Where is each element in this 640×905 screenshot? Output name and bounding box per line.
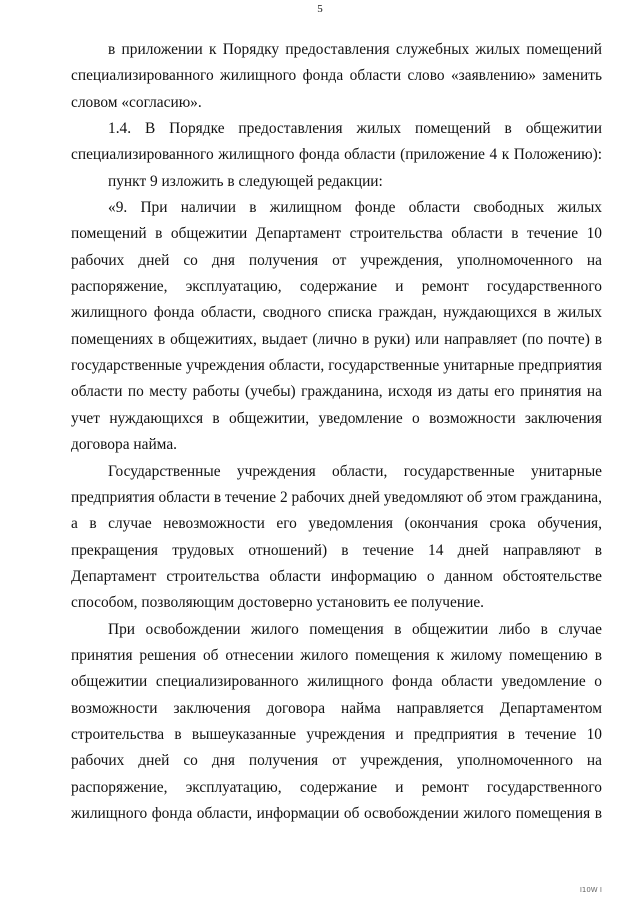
text-line: принятия решения об отнесении жилого помещения к жилому помещению в xyxy=(71,646,602,664)
text-line: прекращения трудовых отношений) в течение 14 дней направляют в xyxy=(71,541,602,559)
text-line: предприятия области в течение 2 рабочих дней уведомляют об этом гражданина, xyxy=(71,488,602,506)
text-line: Государственные учреждения области, государственные унитарные xyxy=(108,462,602,480)
text-line: рабочих дней со дня получения от учреждения, уполномоченного на xyxy=(71,752,602,770)
text-line: общежитии специализированного жилищного фонда области уведомление о xyxy=(71,673,602,691)
page-footer-mark: I10W I xyxy=(579,886,602,894)
text-line: рабочих дней со дня получения от учреждения, уполномоченного на xyxy=(71,251,602,269)
text-line: распоряжение, эксплуатацию, содержание и ремонт государственного xyxy=(71,778,602,796)
text-line: возможности заключения договора найма направляется Департаментом xyxy=(71,699,602,717)
body-text xyxy=(71,37,602,827)
text-line: жилищного фонда области, сводного списка граждан, нуждающихся в жилых xyxy=(71,304,602,322)
text-line: в приложении к Порядку предоставления служебных жилых помещений xyxy=(108,41,602,58)
text-line: специализированного жилищного фонда области (приложение 4 к Положению): xyxy=(71,146,602,164)
text-line: способом, позволяющим достоверно установить ее получение. xyxy=(71,594,485,612)
text-line: учет нуждающихся в общежитии, уведомление о возможности заключения xyxy=(71,409,602,427)
text-line: помещениях в общежитиях, выдает (лично в руки) или направляет (по почте) в xyxy=(71,330,602,348)
text-line: Департамент строительства области информацию о данном обстоятельстве xyxy=(71,567,602,585)
text-line: словом «согласию». xyxy=(71,93,202,111)
text-line: строительства в вышеуказанные учреждения и предприятия в течение 10 xyxy=(71,725,602,743)
text-line: договора найма. xyxy=(71,436,177,454)
text-line: При освобождении жилого помещения в общежитии либо в случае xyxy=(108,620,602,638)
text-line: государственные учреждения области, государственные унитарные предприятия xyxy=(71,357,602,375)
page-number: 5 xyxy=(317,3,323,15)
text-line: 1.4. В Порядке предоставления жилых помещений в общежитии xyxy=(108,120,602,138)
text-line: помещений в общежитии Департамент строительства области в течение 10 xyxy=(71,225,602,243)
text-line: жилищного фонда области, информации об освобождении жилого помещения в xyxy=(71,804,602,822)
text-line: специализированного жилищного фонда области слово «заявлению» заменить xyxy=(71,67,602,85)
text-line: распоряжение, эксплуатацию, содержание и ремонт государственного xyxy=(71,278,602,296)
text-line: области по месту работы (учебы) гражданина, исходя из даты его принятия на xyxy=(71,383,602,401)
text-line: пункт 9 изложить в следующей редакции: xyxy=(108,172,383,190)
text-line: «9. При наличии в жилищном фонде области свободных жилых xyxy=(108,199,602,217)
text-line: а в случае невозможности его уведомления (окончания срока обучения, xyxy=(71,515,602,533)
